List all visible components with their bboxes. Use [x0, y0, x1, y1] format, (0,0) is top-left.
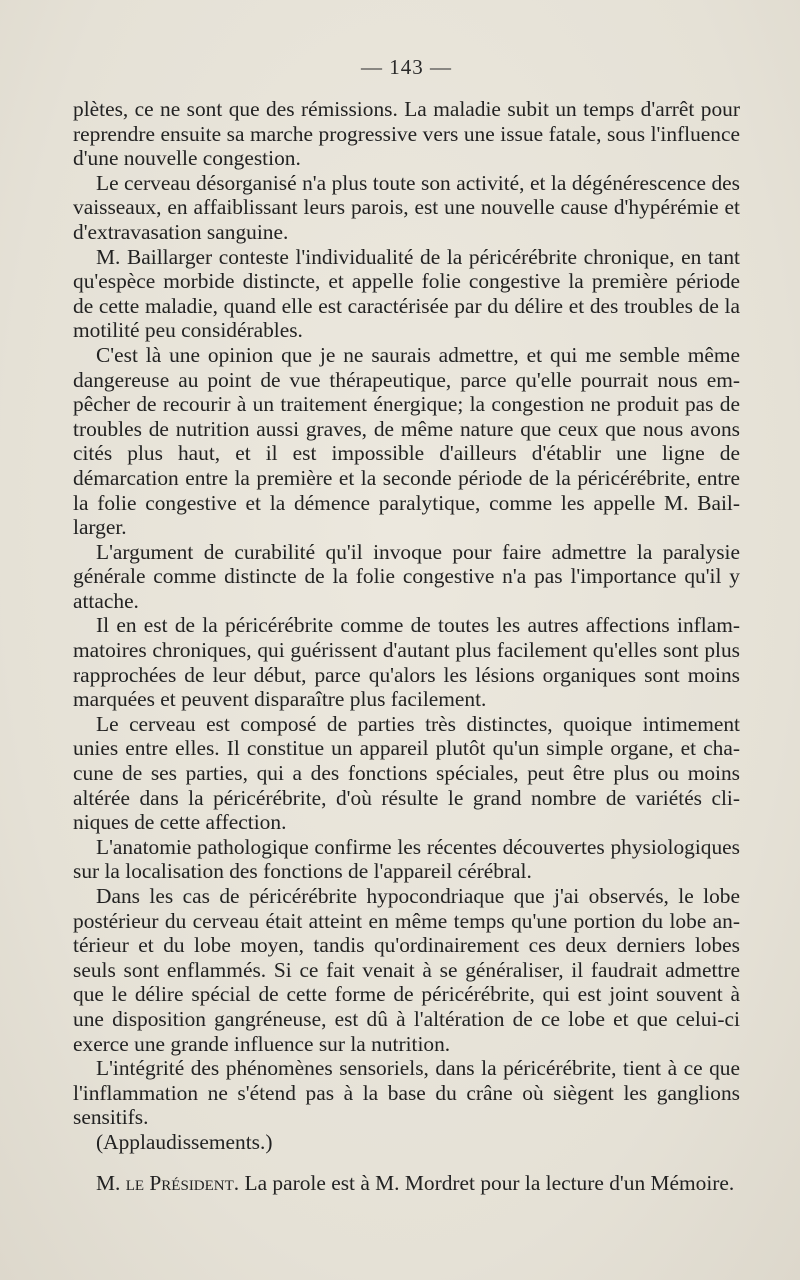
paragraph: Le cerveau est composé de parties très distinctes, quoique intimement unies entre elles. Il constitue un appareil plutôt qu'un simple organe, et chacune de ses parties, qui a des fonctions spéciales, peut être plus ou moins altérée dans la péricérébrite, d'où résulte le grand nombre de variétés cliniques de cette affection. — [73, 711, 740, 835]
body-text — [73, 97, 740, 1195]
applause-note: (Applaudissements.) — [96, 1129, 273, 1154]
paragraph: L'anatomie pathologique confirme les récentes découvertes physiologiques sur la localisation des fonctions de l'appareil cérébral. — [73, 834, 740, 884]
closing-text: La parole est à M. Mordret pour la lecture d'un Mémoire. — [244, 1170, 735, 1195]
paragraph: Il en est de la péricérébrite comme de toutes les autres affections inflammatoires chroniques, qui guérissent d'autant plus facilement qu'elles sont plus rapprochées de leur début, parce qu'alors les lésions organiques sont moins marquées et peuvent disparaître plus facilement. — [73, 613, 740, 712]
closing-paragraph — [73, 1171, 740, 1196]
paragraph: L'argument de curabilité qu'il invoque pour faire admettre la paralysie générale comme distincte de la folie congestive n'a pas l'importance qu'il y attache. — [73, 539, 740, 613]
speaker-title: le Président. — [125, 1170, 240, 1195]
paragraph-continued: plètes, ce ne sont que des rémissions. La maladie subit un temps d'arrêt pour reprendre ensuite sa marche progressive vers une issue fatale, sous l'influence d'une nouvelle congestion. — [73, 97, 740, 171]
paragraph: L'intégrité des phénomènes sensoriels, dans la péricérébrite, tient à ce que l'inflammation ne s'étend pas à la base du crâne où siègent les ganglions sensitifs. — [73, 1056, 740, 1130]
paragraph: Le cerveau désorganisé n'a plus toute son activité, et la dégénérescence des vaisseaux, en affaiblissant leurs parois, est une nouvelle cause d'hypérémie et d'extravasation sanguine. — [73, 170, 740, 244]
speaker-prefix: M. — [96, 1170, 121, 1195]
paragraph: C'est là une opinion que je ne saurais admettre, et qui me semble même dangereuse au point de vue thérapeutique, parce qu'elle pourrait nous empêcher de recourir à un traitement énergique; la congestion ne produit pas de troubles de nutrition aussi graves, de même nature que ceux que nous avons cités plus haut, et il est impossible d'ailleurs d'établir une ligne de démarcation entre la première et la seconde période de la péricérébrite, entre la folie congestive et la démence paralytique, comme les appelle M. Baillarger. — [73, 342, 740, 540]
page-number: — 143 — — [361, 55, 452, 79]
paragraph: Dans les cas de péricérébrite hypocondriaque que j'ai observés, le lobe postérieur du cerveau était atteint en même temps qu'une portion du lobe antérieur et du lobe moyen, tandis qu'ordinairement ces deux derniers lobes seuls sont enflammés. Si ce fait venait à se généraliser, il faudrait admettre que le délire spécial de cette forme de péricérébrite, qui est joint souvent à une disposition gangréneuse, est dû à l'altération de ce lobe et que celui-ci exerce une grande influence sur la nutrition. — [73, 884, 740, 1056]
paragraph: M. Baillarger conteste l'individualité de la péricérébrite chronique, en tant qu'espèce morbide distincte, et appelle folie congestive la première période de cette maladie, quand elle est caractérisée par du délire et des troubles de la motilité peu considérables. — [73, 244, 740, 343]
